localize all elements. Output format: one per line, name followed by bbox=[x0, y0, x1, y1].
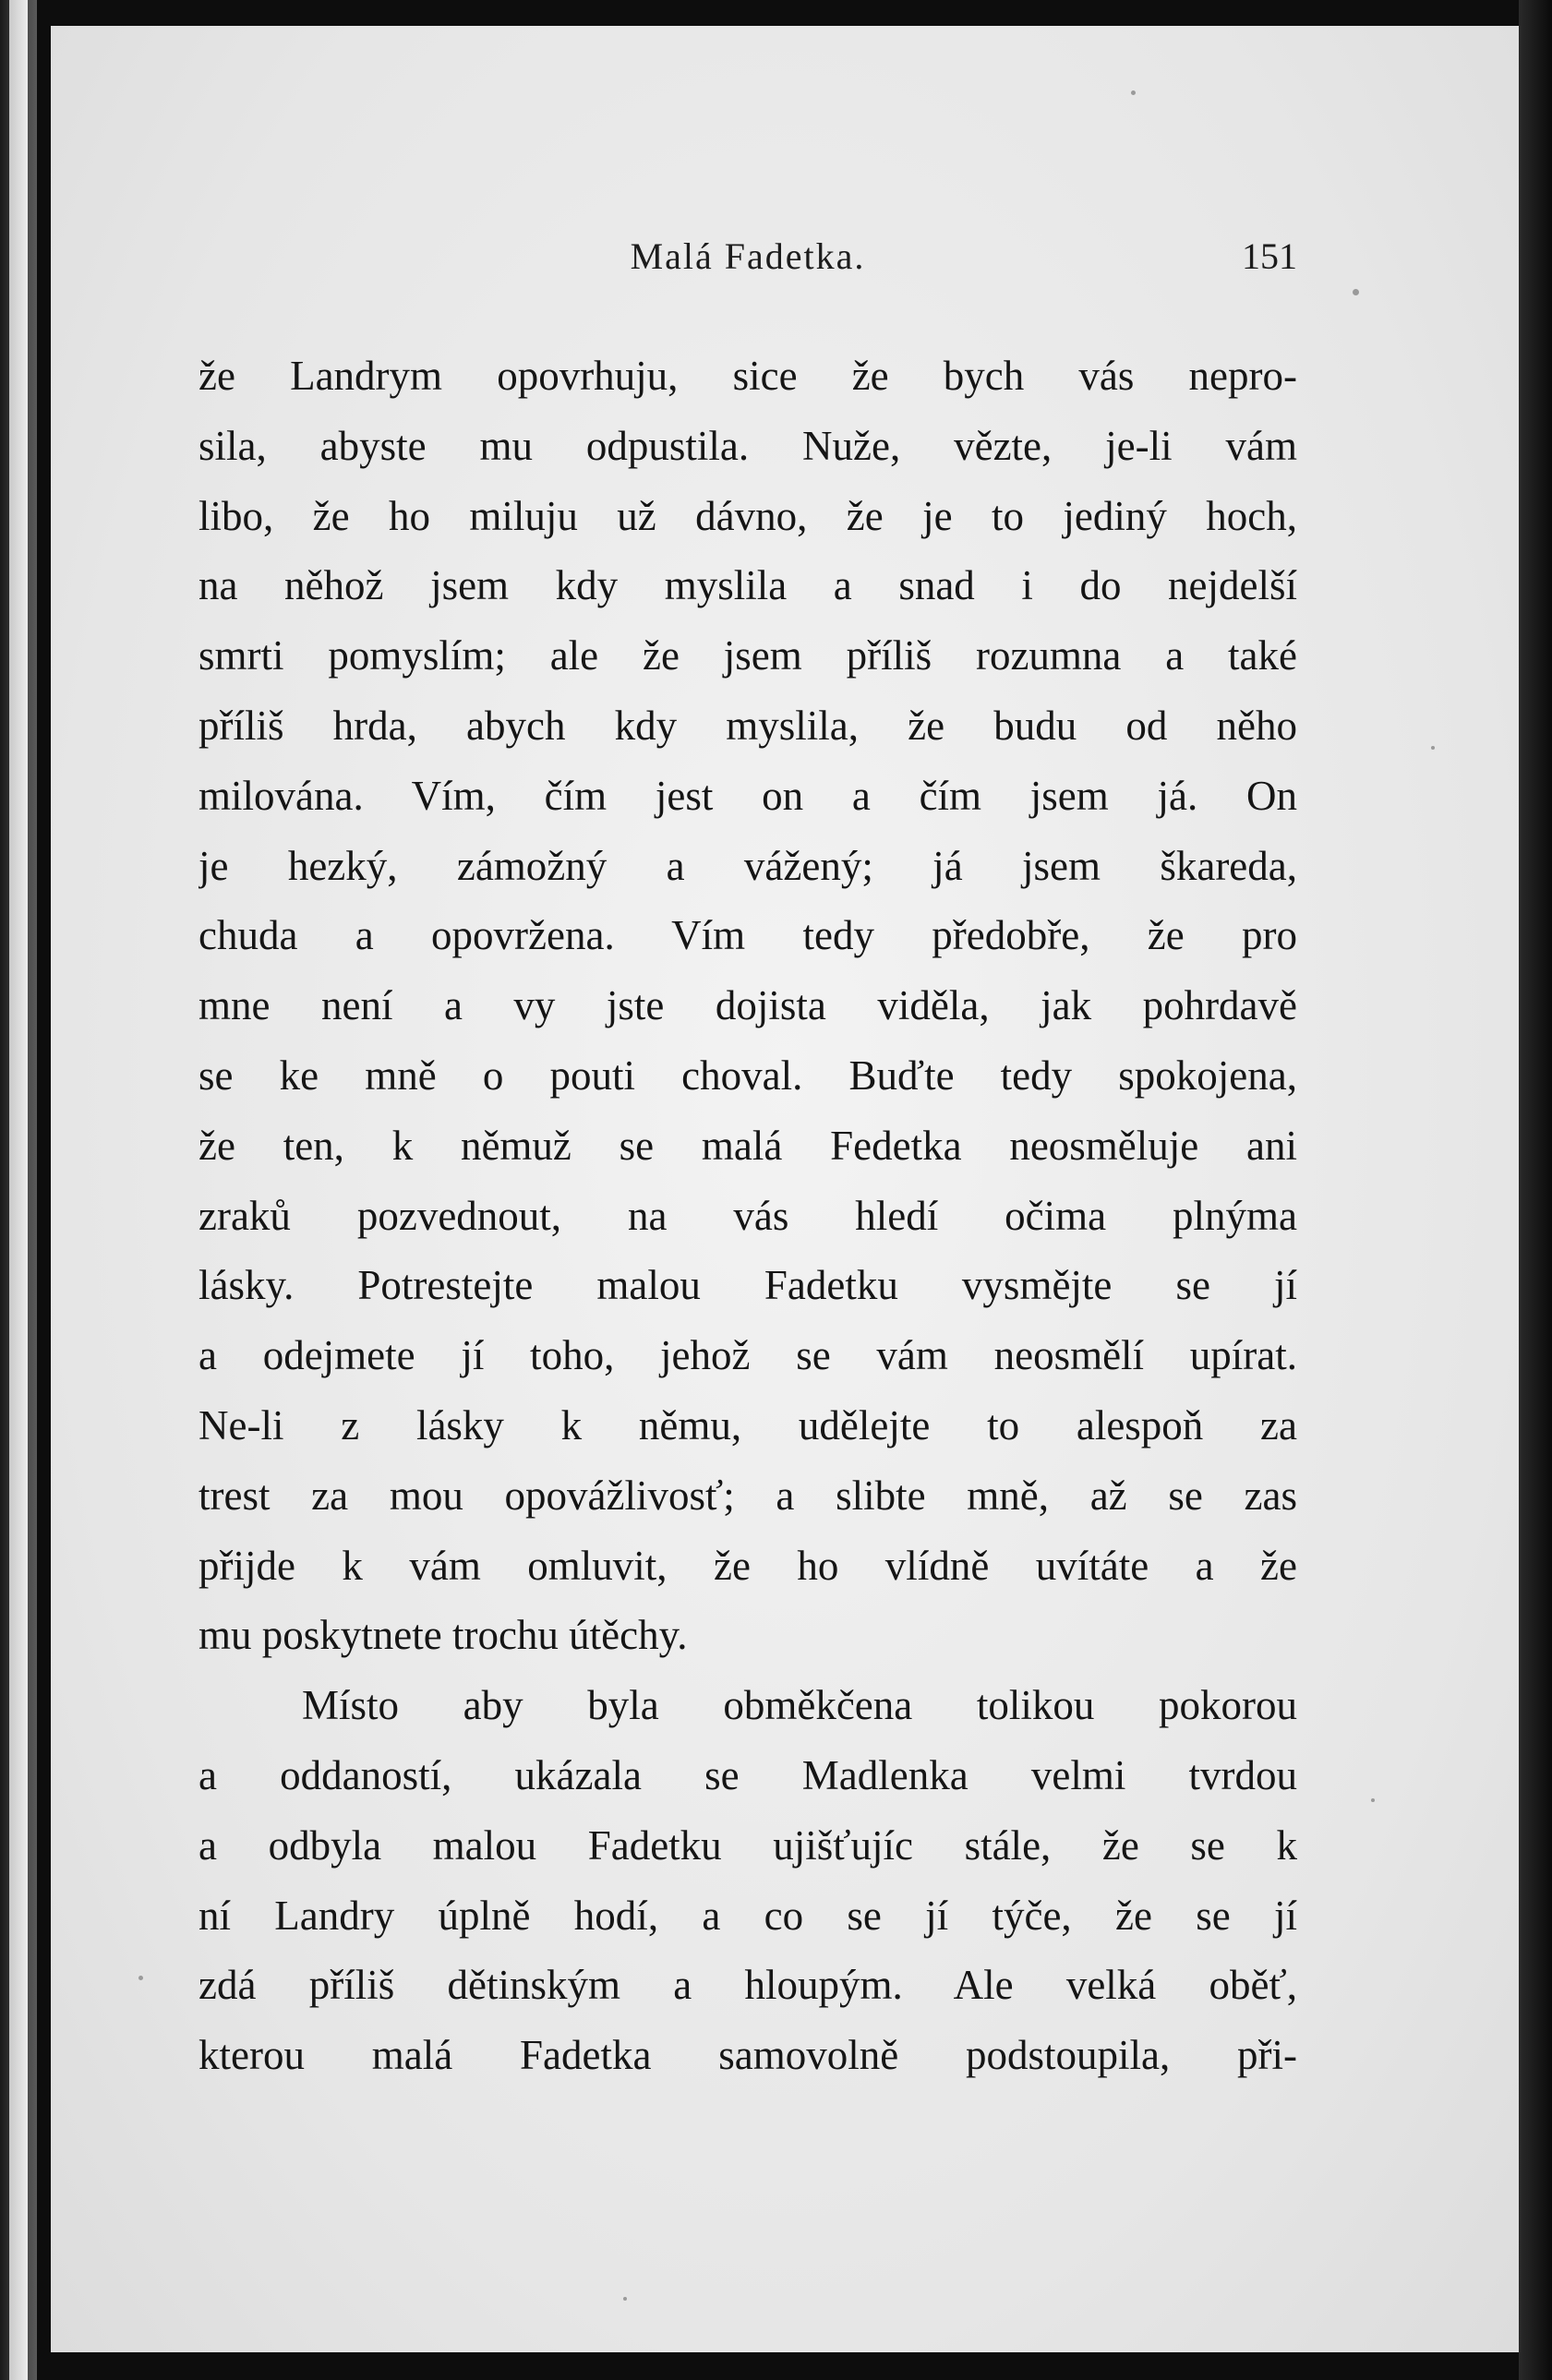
paper-speck bbox=[1431, 746, 1435, 750]
text-line: milována. Vím, čím jest on a čím jsem já. On bbox=[199, 772, 1297, 819]
text-line: mne není a vy jste dojista viděla, jak pohrdavě bbox=[199, 982, 1297, 1029]
paper-speck bbox=[1371, 1798, 1375, 1802]
paper-speck bbox=[623, 2297, 627, 2301]
page-right-shadow bbox=[1519, 0, 1552, 2380]
text-line: smrti pomyslím; ale že jsem příliš rozumna a také bbox=[199, 632, 1297, 679]
text-line: ní Landry úplně hodí, a co se jí týče, že se jí bbox=[199, 1892, 1297, 1939]
body-text bbox=[199, 342, 1297, 2091]
text-line: chuda a opovržena. Vím tedy předobře, že pro bbox=[199, 912, 1297, 959]
paper-speck bbox=[138, 1976, 143, 1980]
paragraph-first-line: Místo aby byla obměkčena tolikou pokorou bbox=[302, 1682, 1297, 1729]
text-line: sila, abyste mu odpustila. Nuže, vězte, je-li vám bbox=[199, 422, 1297, 469]
binding-highlight bbox=[9, 0, 28, 2380]
text-line: zraků pozvednout, na vás hledí očima plnýma bbox=[199, 1192, 1297, 1239]
page-header bbox=[199, 231, 1297, 286]
text-line: a odbyla malou Fadetku ujišťujíc stále, že se k bbox=[199, 1821, 1297, 1869]
text-line: přijde k vám omluvit, že ho vlídně uvítáte a že bbox=[199, 1542, 1297, 1589]
page-number: 151 bbox=[1242, 235, 1297, 277]
text-line: kterou malá Fadetka samovolně podstoupila, při- bbox=[199, 2032, 1297, 2079]
text-line: lásky. Potrestejte malou Fadetku vysmějte se jí bbox=[199, 1262, 1297, 1309]
text-line: je hezký, zámožný a vážený; já jsem škareda, bbox=[199, 842, 1297, 889]
paragraph-end-line: mu poskytnete trochu útěchy. bbox=[199, 1612, 688, 1659]
text-line: že ten, k němuž se malá Fedetka neosměluje ani bbox=[199, 1122, 1297, 1169]
paper-speck bbox=[1131, 90, 1136, 95]
text-line: libo, že ho miluju už dávno, že je to jediný hoch, bbox=[199, 492, 1297, 539]
text-line: a odejmete jí toho, jehož se vám neosmělí upírat. bbox=[199, 1332, 1297, 1379]
text-line: že Landrym opovrhuju, sice že bych vás nepro- bbox=[199, 353, 1297, 399]
text-line: trest za mou opovážlivosť; a slibte mně, až se zas bbox=[199, 1472, 1297, 1519]
text-line: příliš hrda, abych kdy myslila, že budu od něho bbox=[199, 702, 1297, 749]
text-line: zdá příliš dětinským a hloupým. Ale velká oběť, bbox=[199, 1962, 1297, 2009]
text-line: na něhož jsem kdy myslila a snad i do nejdelší bbox=[199, 562, 1297, 609]
paper-speck bbox=[1353, 289, 1359, 295]
text-line: se ke mně o pouti choval. Buďte tedy spokojena, bbox=[199, 1052, 1297, 1099]
text-line: Ne-li z lásky k němu, udělejte to alespoň za bbox=[199, 1401, 1297, 1448]
text-line: a oddaností, ukázala se Madlenka velmi tvrdou bbox=[199, 1751, 1297, 1798]
running-title: Malá Fadetka. bbox=[630, 235, 866, 277]
